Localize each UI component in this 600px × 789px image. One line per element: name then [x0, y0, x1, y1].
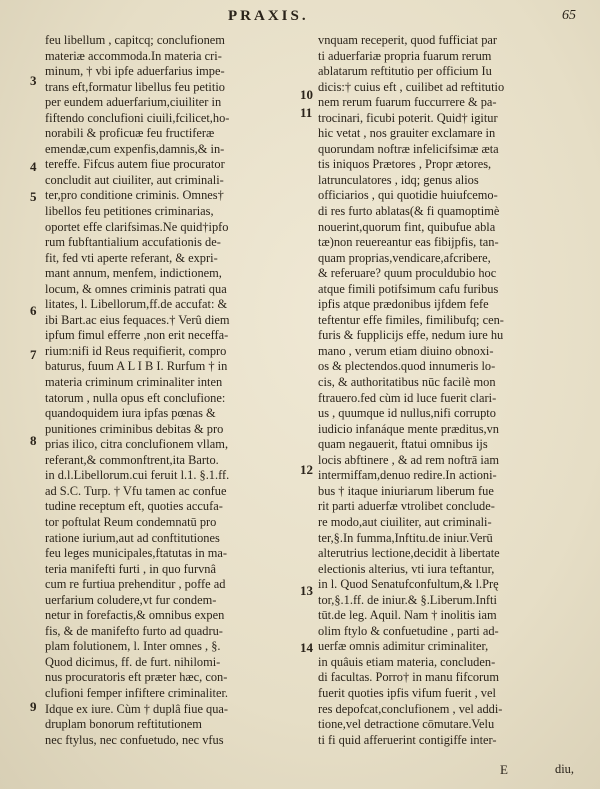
marginal-number: 14 — [300, 640, 313, 655]
text-line: os & plectendos.quod innumeris lo- — [318, 359, 496, 374]
text-line: hic vetat , nos grauiter exclamare in — [318, 126, 496, 141]
text-line: iudicio infanáque mente præditus,vn — [318, 421, 500, 436]
text-line: tor,§.1.ff. de iniur.& §.Liberum.Infti — [318, 592, 497, 607]
catchword: diu, — [555, 762, 574, 776]
text-line: electionis alterius, vti iura teftantur, — [318, 561, 495, 576]
marginal-number: 7 — [30, 347, 37, 362]
text-line: feu leges municipales,ftatutas in ma- — [45, 546, 228, 561]
text-line: plam folutionem, l. Inter omnes , §. — [45, 639, 221, 654]
text-line: ftrauero.fed cùm id luce fuerit clari- — [318, 390, 497, 405]
text-line: res depofcat,conclufionem , vel addi- — [318, 701, 503, 716]
text-line: fis, & de manifefto furto ad quadru- — [45, 623, 223, 638]
text-line: tione,vel detractione cōmutare.Velu — [318, 717, 495, 732]
text-line: nus procuratoris eft præter hæc, con- — [45, 670, 228, 685]
text-line: referant,& commonftrent,ita Barto. — [45, 452, 219, 467]
text-line: cum re furtiua prehenditur , poffe ad — [45, 577, 226, 592]
text-line: olim ftylo & confuetudine , parti ad- — [318, 623, 499, 638]
marginal-number: 11 — [300, 105, 313, 120]
marginal-number: 8 — [30, 433, 37, 448]
text-line: trans eft,formatur libellus feu petitio — [45, 79, 225, 94]
text-line: cis, & authoritatibus nūc facilè mon — [318, 375, 496, 390]
text-line: alterutrius lectione,decidit à libertate — [318, 546, 500, 561]
text-line: di facultas. Porro† in manu fifcorum — [318, 670, 499, 685]
text-line: intermiffam,denuo redire.In actioni- — [318, 468, 497, 483]
signature-mark: E — [500, 762, 508, 777]
text-line: baturus, fuum A L I B I. Rurfum † in — [45, 359, 228, 374]
text-line: us , quumque id nullus,nifi corrupto — [318, 406, 496, 421]
text-line: rium:nifi id Reus requifierit, compro — [45, 343, 227, 358]
text-line: trocinari, ficubi poterit. Quid† igitur — [318, 110, 498, 125]
text-line: rit parti aduerfæ vtrolibet conclude- — [318, 499, 495, 514]
text-line: materia criminum criminaliter inten — [45, 375, 223, 390]
text-line: concludit aut ciuiliter, aut criminali- — [45, 172, 224, 187]
text-line: atque fimili potifsimum cafu furibus — [318, 281, 499, 296]
text-line: re modo,aut ciuiliter, aut criminali- — [318, 514, 492, 529]
text-line: ad S.C. Turp. † Vfu tamen ac confue — [45, 483, 227, 498]
marginal-number: 10 — [300, 87, 313, 102]
text-line: netur in forefactis,& omnibus expen — [45, 608, 225, 623]
text-line: tæ)non reuereantur eas fibijpfis, tan- — [318, 235, 499, 250]
text-line: tatorum , nulla opus eft conclufione: — [45, 390, 226, 405]
marginal-number: 12 — [300, 462, 313, 477]
text-line: quorundam noftræ infelicifsimæ æta — [318, 141, 499, 156]
text-line: nouerint,quorum fint, quibufue abla — [318, 219, 496, 234]
text-line: fit, fed vti aperte referant, & expri- — [45, 250, 218, 265]
text-line: punitiones criminibus debitas & pro — [45, 421, 224, 436]
marginal-number: 13 — [300, 583, 313, 598]
text-line: tis iniquos Prætores , Propr ætores, — [318, 157, 492, 172]
text-line: ti aduerfariæ propria fuarum rerum — [318, 48, 492, 63]
marginal-number: 5 — [30, 189, 37, 204]
text-line: & referuare? quum proculdubio hoc — [318, 266, 497, 281]
text-line: emendæ,cum expenfis,damnis,& in- — [45, 141, 225, 156]
text-line: Quod dicimus, ff. de furt. nihilomi- — [45, 654, 221, 669]
marginal-numbers — [0, 33, 600, 773]
text-line: litates, l. Libellorum,ff.de accufat: & — [45, 297, 228, 312]
text-line: dicis:† cuius eft , cuilibet ad reftitutio — [318, 79, 505, 94]
text-line: mano , verum etiam diuino obnoxi- — [318, 343, 494, 358]
text-line: norabili & proficuæ feu fructiferæ — [45, 126, 215, 141]
text-line: ablatarum reftitutio per officium Iu — [318, 64, 492, 79]
text-line: Idque ex iure. Cùm † duplâ fiue qua- — [45, 701, 229, 716]
marginal-number: 3 — [30, 73, 37, 88]
text-line: locum, & omnes criminis patrati qua — [45, 281, 227, 296]
text-line: prias ilico, citra conclufionem vllam, — [45, 437, 229, 452]
text-line: per eundem aduerfarium,ciuiliter in — [45, 95, 222, 110]
text-line: di res furto ablatas(& fi quamoptimè — [318, 204, 500, 219]
running-head: PRAXIS. — [228, 8, 309, 24]
text-line: latrunculatores , idq; genus alios — [318, 172, 479, 187]
text-line: vnquam receperit, quod fufficiat par — [318, 33, 498, 47]
text-line: quam proprias,vendicare,afcribere, — [318, 250, 491, 265]
text-line: rum fubftantialium accufationis de- — [45, 235, 221, 250]
text-line: officiarios , qui quotidie huiufcemo- — [318, 188, 498, 203]
text-line: furis & fupplicijs effe, nedum iure hu — [318, 328, 504, 343]
text-line: fiftendo conclufioni ciuili,fcilicet,ho- — [45, 110, 230, 125]
text-line: minum, † vbi ipfe aduerfarius impe- — [45, 64, 225, 79]
text-line: teria manifefti furti , in quo furvnâ — [45, 561, 217, 576]
text-line: uerfarium coludere,vt fur condem- — [45, 592, 217, 607]
text-line: mant annum, menfem, indictionem, — [45, 266, 222, 281]
text-line: druplam bonorum reftitutionem — [45, 717, 202, 732]
text-line: nem rerum fuarum fuccurrere & pa- — [318, 95, 497, 110]
text-line: tor poftulat Reum condemnatū pro — [45, 514, 217, 529]
text-line: in d.l.Libellorum.cui feruit l.1. §.1.ff. — [45, 468, 230, 483]
text-line: clufioni femper infiftere criminaliter. — [45, 685, 229, 700]
text-line: ter,§.In fumma,Inftitu.de iniur.Verū — [318, 530, 493, 545]
text-line: ter,pro conditione criminis. Omnes† — [45, 188, 224, 203]
text-line: teftentur effe fimiles, fimilibufq; cen- — [318, 312, 504, 327]
marginal-number: 4 — [30, 159, 37, 174]
text-line: quandoquidem iura ipfas pœnas & — [45, 406, 216, 421]
text-line: ipfis atque prædonibus ijfdem fefe — [318, 297, 489, 312]
text-line: locis abftinere , & ad rem noftrā iam — [318, 452, 499, 467]
text-line: tereffe. Fifcus autem fiue procurator — [45, 157, 225, 172]
text-line: ratione iurium,aut ad conftitutiones — [45, 530, 220, 545]
text-line: quam negauerit, ftatui omnibus ijs — [318, 437, 488, 452]
text-line: tūt.de leg. Aquil. Nam † inolitis iam — [318, 608, 497, 623]
marginal-number: 6 — [30, 303, 37, 318]
text-line: libellos feu petitiones criminarias, — [45, 204, 214, 219]
text-line: ti fi quid afferuerint contigiffe inter- — [318, 732, 497, 747]
text-line: fuerit quoties ipfis vifum fuerit , vel — [318, 685, 496, 700]
text-line: in l. Quod Senatufconfultum,& l.Prę — [318, 577, 499, 592]
page-header — [0, 6, 600, 28]
text-line: feu libellum , capitcq; conclufionem — [45, 33, 225, 47]
text-line: tudine receptum eft, quoties accufa- — [45, 499, 223, 514]
text-line: bus † itaque iniuriarum liberum fue — [318, 483, 494, 498]
text-line: nec ftylus, nec confuetudo, nec vfus — [45, 732, 224, 747]
marginal-number: 9 — [30, 699, 37, 714]
text-line: uerfæ omnis adimitur criminaliter, — [318, 639, 489, 654]
text-line: ibi Bart.ac eius fequaces.† Verû diem — [45, 312, 230, 327]
text-line: in quâuis etiam materia, concluden- — [318, 654, 496, 669]
text-line: ipfum fimul efferre ,non erit neceffa- — [45, 328, 229, 343]
text-line: materiæ accommoda.In materia cri- — [45, 48, 222, 63]
page-number: 65 — [562, 8, 576, 23]
text-line: oportet effe clarifsimas.Ne quid†ipfo — [45, 219, 229, 234]
